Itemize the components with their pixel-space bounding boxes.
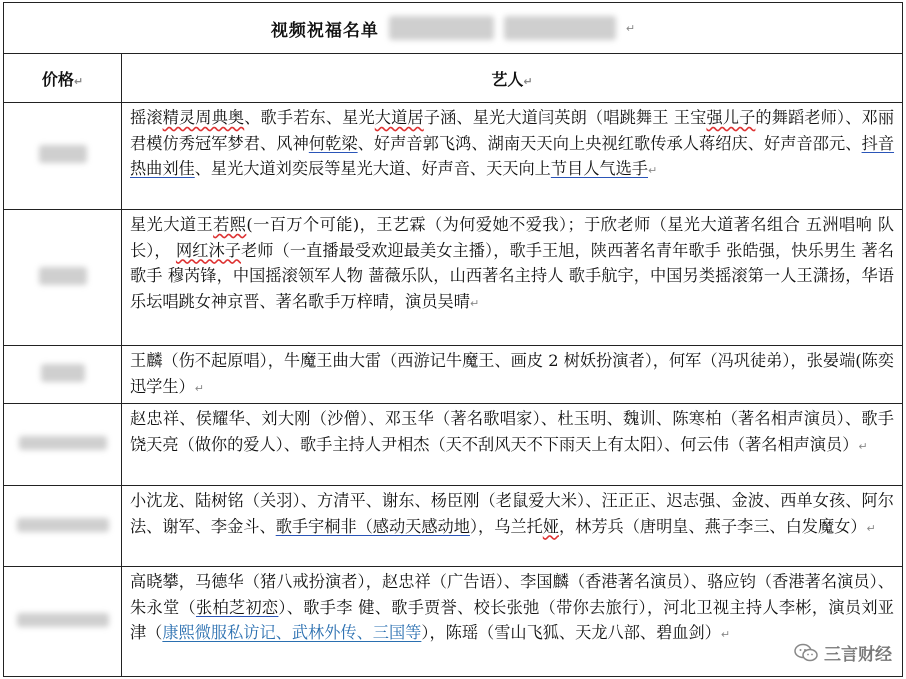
artist-cell: [122, 346, 903, 404]
artist-text: 摇滚: [130, 108, 163, 127]
artist-text: (一百万个可能)，王艺霖（为何爱她不爱我）；于欣老师（星光大道著名组合 五洲唱响 队长），: [130, 215, 895, 260]
artist-text: 高晓攀，马德华（猪八戒扮演者），赵忠祥（广告语）、李国麟（香港著名演员）、骆应钧（香港著名演员）、朱永堂（: [130, 572, 894, 617]
grammar-marked-text: 张柏芝初恋: [195, 597, 279, 617]
paragraph-mark: ↵: [858, 439, 868, 453]
header-row: [4, 54, 903, 103]
price-cell-redacted: [4, 210, 122, 346]
header-artist: [122, 54, 903, 103]
title-row: [4, 3, 903, 54]
grammar-marked-text: 节目人气选手: [550, 159, 648, 178]
artist-text: 、歌手若东、星光: [244, 108, 375, 127]
table-row: [4, 103, 903, 210]
artist-cell: [122, 210, 903, 346]
price-cell-redacted: [4, 486, 122, 567]
spellcheck-marked-text: 大道居: [374, 108, 424, 127]
watermark: [788, 638, 898, 667]
header-price: [4, 54, 122, 103]
price-cell-redacted: [4, 404, 122, 486]
price-cell-redacted: [4, 103, 122, 210]
hyperlink-text[interactable]: 康熙微服私访记、武林外传、三国等: [162, 623, 422, 642]
spellcheck-marked-text: 精灵周典奥: [162, 108, 245, 127]
redacted-block: [504, 16, 616, 40]
blessing-list-table: [3, 2, 903, 677]
table-title: 视频祝福名单: [270, 20, 379, 41]
table-row: [4, 567, 903, 677]
price-cell-redacted: [4, 567, 122, 677]
artist-text: ），乌兰托: [469, 516, 543, 536]
table-row: [4, 486, 903, 567]
artist-text: 星光大道王: [130, 215, 214, 234]
table-row: [4, 346, 903, 404]
artist-text: ）、歌手李 健、歌手贾誉、校长张弛（带你去旅行），河北卫视主持人李彬，演员刘亚津（: [130, 597, 894, 642]
header-price-label: 价格: [41, 69, 74, 89]
artist-cell: [122, 567, 903, 677]
grammar-marked-text: 抖音热曲刘佳: [130, 133, 895, 178]
price-cell-redacted: [4, 346, 122, 404]
wechat-icon: [794, 643, 818, 663]
paragraph-mark: ↵: [469, 296, 480, 310]
artist-cell: [122, 103, 903, 210]
artist-cell: [122, 486, 903, 567]
spellcheck-marked-text: 网红沐子: [175, 240, 242, 260]
paragraph-mark: ↵: [523, 74, 533, 88]
artist-text: ，林芳兵（唐明皇、燕子李三、白发魔女）: [558, 516, 867, 536]
artist-text: 老师（一直播最受欢迎最美女主播），歌手王旭，陕西著名青年歌手 张皓强，快乐男生 著名歌手 穆芮锋，中国摇滚领军人物 蔷薇乐队，山西著名主持人 歌手航宇，中国另类摇滚第一人王潇扬，华语乐坛唱跳女神京晋、著名歌手万梓晴，演员吴晴: [130, 240, 894, 311]
artist-text: 子涵、星光大道闫英朗（唱跳舞王 王宝: [423, 108, 707, 127]
spellcheck-marked-text: 娅: [542, 516, 559, 536]
spellcheck-marked-text: 若熙: [213, 215, 247, 234]
paragraph-mark: ↵: [648, 164, 658, 177]
artist-cell: [122, 404, 903, 486]
artist-text: 王麟（伤不起原唱），牛魔王曲大雷（西游记牛魔王、画皮 2 树妖扮演者），何军（冯巩徒弟），张晏端(陈奕迅学生）: [130, 351, 894, 396]
table-row: [4, 210, 903, 346]
paragraph-mark: ↵: [73, 74, 84, 88]
table-row: [4, 404, 903, 486]
title-cell: [4, 3, 903, 54]
artist-text: 、好声音郭飞鸿、湖南天天向上央视红歌传承人蒋绍庆、好声音邵元、: [357, 133, 862, 153]
artist-text: 的舞蹈老师）、邓丽君模仿秀冠军梦君、风神: [130, 108, 895, 153]
grammar-marked-text: 歌手宇桐非（感动天感动地: [275, 516, 470, 536]
spellcheck-marked-text: 强儿子: [706, 108, 756, 127]
paragraph-mark: ↵: [194, 381, 204, 395]
paragraph-mark: ↵: [625, 21, 636, 35]
watermark-text: 三言财经: [824, 645, 892, 665]
grammar-marked-text: 何乾梁: [308, 133, 358, 153]
artist-text: ），: [421, 623, 446, 642]
paragraph-mark: ↵: [720, 628, 731, 641]
artist-text: 、星光大道刘奕辰等星光大道、好声音、天天向上: [194, 159, 551, 178]
header-artist-label: 艺人: [491, 69, 524, 89]
redacted-block: [389, 16, 494, 40]
artist-text: 小沈龙、陆树铭（关羽）、方清平、谢东、杨臣刚（老鼠爱大米）、汪正正、迟志强、金波、西单女孩、阿尔法、谢军、李金斗、: [130, 491, 894, 536]
artist-text: 赵忠祥、侯耀华、刘大刚（沙僧）、邓玉华（著名歌唱家）、杜玉明、魏训、陈寒柏（著名相声演员）、歌手饶天亮（做你的爱人）、歌手主持人尹相杰（天不刮风天不下雨天上有太阳）、何云伟（著名相声演员）: [130, 409, 894, 454]
artist-text: （雪山飞狐、天龙八部、碧血剑）: [478, 623, 721, 642]
paragraph-mark: ↵: [866, 521, 876, 535]
artist-text: 陈瑶: [445, 623, 479, 642]
